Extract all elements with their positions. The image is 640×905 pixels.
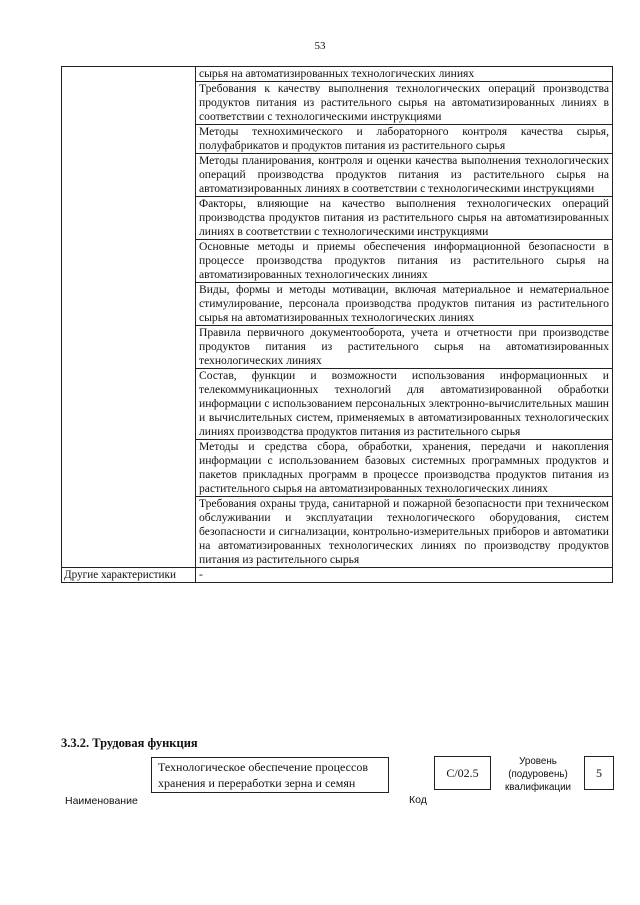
- table-cell: Методы планирования, контроля и оценки качества выполнения технологических операций производства продуктов питания из растительного сырья на автоматизированных линиях в соответствии с технологическими инструкциями: [196, 154, 613, 197]
- requirements-table: [61, 66, 613, 583]
- code-label: Код: [409, 794, 427, 806]
- table-cell: Методы и средства сбора, обработки, хранения, передачи и накопления информации с использованием базовых системных программных продуктов и пакетов прикладных программ в процессе производства продуктов питания из растительного сырья на автоматизированных технологических линиях: [196, 440, 613, 497]
- page-number: 53: [314, 40, 326, 52]
- table-cell: Методы технохимического и лабораторного контроля качества сырья, полуфабрикатов и продуктов питания из растительного сырья: [196, 125, 613, 154]
- table-cell: Состав, функции и возможности использования информационных и телекоммуникационных технологий для автоматизированной обработки информации с использованием персональных электронно-вычислительных машин и вычислительных систем, применяемых в автоматизированных технологических линиях производства продуктов питания из растительного сырья: [196, 369, 613, 440]
- other-characteristics-row: [62, 568, 613, 583]
- table-cell: Основные методы и приемы обеспечения информационной безопасности в процессе производства продуктов питания из растительного сырья на автоматизированных технологических линиях: [196, 240, 613, 283]
- function-name-box: Технологическое обеспечение процессов хранения и переработки зерна и семян: [151, 757, 389, 793]
- qualification-level-box: 5: [584, 756, 614, 790]
- table-cell: Факторы, влияющие на качество выполнения технологических операций производства продуктов питания из растительного сырья на автоматизированных линиях в соответствии с технологическими инструкциями: [196, 197, 613, 240]
- table-cell: Правила первичного документооборота, учета и отчетности при производстве продуктов питания из растительного сырья на автоматизированных технологических линиях: [196, 326, 613, 369]
- table-cell: Требования охраны труда, санитарной и пожарной безопасности при техническом обслуживании и эксплуатации технологического оборудования, систем безопасности и сигнализации, контрольно-измерительных приборов и автоматики на автоматизированных технологических линиях по производству продуктов питания из растительного сырья: [196, 497, 613, 568]
- code-box: C/02.5: [434, 756, 491, 790]
- qualification-level-label: Уровень (подуровень) квалификации: [504, 756, 572, 793]
- left-column-cell: [62, 67, 196, 568]
- table-cell: сырья на автоматизированных технологических линиях: [196, 67, 613, 82]
- other-characteristics-value: -: [196, 568, 613, 583]
- table-row: [62, 67, 613, 82]
- name-label: Наименование: [65, 795, 138, 807]
- other-characteristics-label: Другие характеристики: [62, 568, 196, 583]
- table-cell: Требования к качеству выполнения технологических операций производства продуктов питания из растительного сырья на автоматизированных линиях в соответствии с технологическими инструкциями: [196, 82, 613, 125]
- section-title: 3.3.2. Трудовая функция: [61, 736, 198, 750]
- table-cell: Виды, формы и методы мотивации, включая материальное и нематериальное стимулирование, персонала производства продуктов питания из растительного сырья на автоматизированных технологических линиях: [196, 283, 613, 326]
